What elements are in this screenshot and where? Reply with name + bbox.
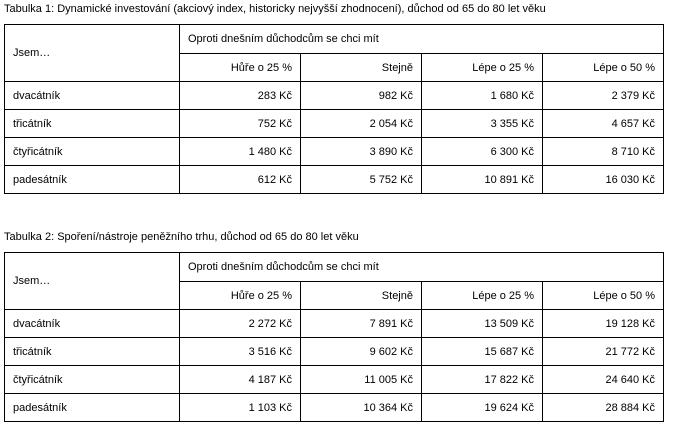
- table-cell: 24 640 Kč: [543, 366, 664, 394]
- table-row: [5, 366, 664, 394]
- table-row: [5, 338, 664, 366]
- table-row: [5, 82, 664, 110]
- table-cell: 2 379 Kč: [543, 82, 664, 110]
- table-row: [5, 394, 664, 422]
- row-label: dvacátník: [5, 310, 180, 338]
- table-cell: 612 Kč: [180, 166, 301, 194]
- table-cell: 3 890 Kč: [301, 138, 422, 166]
- table-1: [4, 24, 664, 194]
- table-cell: 3 516 Kč: [180, 338, 301, 366]
- table-1-column-header: Lépe o 25 %: [422, 54, 543, 82]
- table-cell: 19 624 Kč: [422, 394, 543, 422]
- table-2-column-header: Stejně: [301, 282, 422, 310]
- table-cell: 21 772 Kč: [543, 338, 664, 366]
- row-label: padesátník: [5, 394, 180, 422]
- table-1-column-header: Stejně: [301, 54, 422, 82]
- table-cell: 4 657 Kč: [543, 110, 664, 138]
- table-1-column-header: Hůře o 25 %: [180, 54, 301, 82]
- table-2-column-header: Lépe o 50 %: [543, 282, 664, 310]
- table-cell: 9 602 Kč: [301, 338, 422, 366]
- table-cell: 8 710 Kč: [543, 138, 664, 166]
- table-2-corner-label: Jsem…: [5, 253, 180, 310]
- table-1-group-header: Oproti dnešním důchodcům se chci mít: [180, 25, 664, 54]
- table-2-caption: Tabulka 2: Spoření/nástroje peněžního trhu, důchod od 65 do 80 let věku: [4, 231, 359, 243]
- table-2-group-header: Oproti dnešním důchodcům se chci mít: [180, 253, 664, 282]
- table-2: [4, 252, 664, 422]
- table-cell: 1 480 Kč: [180, 138, 301, 166]
- table-cell: 10 891 Kč: [422, 166, 543, 194]
- table-cell: 15 687 Kč: [422, 338, 543, 366]
- table-cell: 19 128 Kč: [543, 310, 664, 338]
- table-1-corner-label: Jsem…: [5, 25, 180, 82]
- table-cell: 10 364 Kč: [301, 394, 422, 422]
- table-cell: 7 891 Kč: [301, 310, 422, 338]
- table-cell: 11 005 Kč: [301, 366, 422, 394]
- table-cell: 982 Kč: [301, 82, 422, 110]
- table-cell: 283 Kč: [180, 82, 301, 110]
- table-cell: 5 752 Kč: [301, 166, 422, 194]
- table-cell: 6 300 Kč: [422, 138, 543, 166]
- table-1-caption: Tabulka 1: Dynamické investování (akciový index, historicky nejvyšší zhodnocení), důchod od 65 do 80 let věku: [4, 3, 546, 15]
- row-label: čtyřicátník: [5, 138, 180, 166]
- table-2-column-header: Hůře o 25 %: [180, 282, 301, 310]
- table-cell: 16 030 Kč: [543, 166, 664, 194]
- table-row: [5, 310, 664, 338]
- table-cell: 28 884 Kč: [543, 394, 664, 422]
- table-cell: 752 Kč: [180, 110, 301, 138]
- table-2-column-header: Lépe o 25 %: [422, 282, 543, 310]
- table-cell: 2 272 Kč: [180, 310, 301, 338]
- row-label: padesátník: [5, 166, 180, 194]
- table-row: [5, 138, 664, 166]
- table-row: [5, 166, 664, 194]
- table-cell: 13 509 Kč: [422, 310, 543, 338]
- table-row: [5, 110, 664, 138]
- row-label: třicátník: [5, 110, 180, 138]
- row-label: dvacátník: [5, 82, 180, 110]
- row-label: čtyřicátník: [5, 366, 180, 394]
- table-cell: 3 355 Kč: [422, 110, 543, 138]
- table-1-column-header: Lépe o 50 %: [543, 54, 664, 82]
- row-label: třicátník: [5, 338, 180, 366]
- table-cell: 1 680 Kč: [422, 82, 543, 110]
- table-cell: 17 822 Kč: [422, 366, 543, 394]
- table-cell: 1 103 Kč: [180, 394, 301, 422]
- table-cell: 4 187 Kč: [180, 366, 301, 394]
- table-cell: 2 054 Kč: [301, 110, 422, 138]
